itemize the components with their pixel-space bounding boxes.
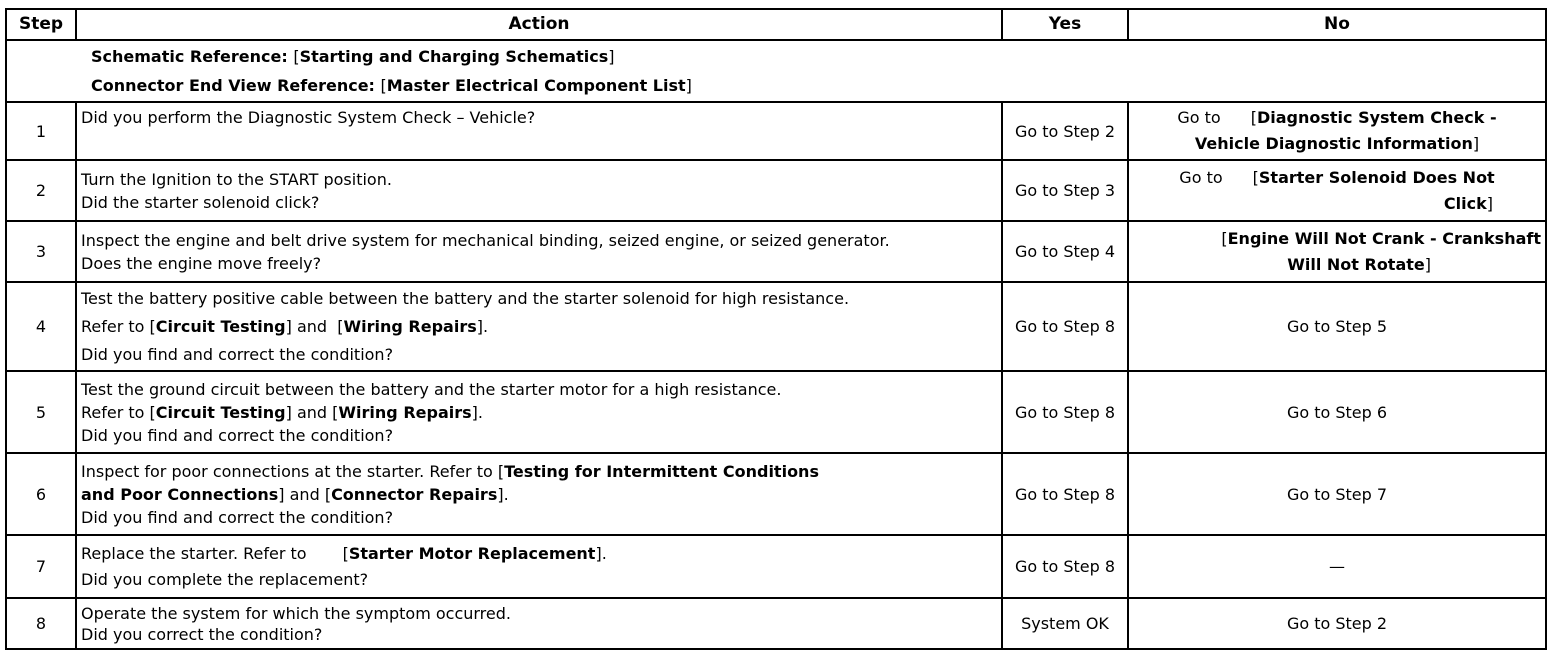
action-question: Did you find and correct the condition? <box>81 344 394 364</box>
connector-repairs-link[interactable]: Connector Repairs <box>331 484 498 504</box>
step-number: 3 <box>6 221 76 282</box>
step-number: 4 <box>6 282 76 371</box>
no-prefix: Go to <box>1179 167 1223 187</box>
table-row <box>6 535 1546 598</box>
header-yes: Yes <box>1002 9 1128 40</box>
no-cell[interactable]: Go to Step 5 <box>1128 282 1546 371</box>
no-cell <box>1128 102 1546 160</box>
schematic-reference: Schematic Reference: [Starting and Charging Schematics] <box>91 47 615 66</box>
no-link[interactable]: [Engine Will Not Crank - Crankshaft <box>1221 228 1541 248</box>
end-text: . <box>482 316 489 336</box>
no-cell <box>1128 160 1546 221</box>
step-number: 6 <box>6 453 76 535</box>
yes-cell[interactable]: Go to Step 8 <box>1002 535 1128 598</box>
step-number: 5 <box>6 371 76 453</box>
circuit-testing-link[interactable]: Circuit Testing <box>155 316 286 336</box>
action-text: Test the battery positive cable between the battery and the starter solenoid for high resistance. <box>81 288 850 308</box>
step-number: 1 <box>6 102 76 160</box>
action-text: Replace the starter. Refer to [Starter Motor Replacement]. <box>81 543 607 563</box>
refer-text: Refer to <box>81 316 150 336</box>
connector-reference: Connector End View Reference: [Master Electrical Component List] <box>91 76 692 95</box>
no-link-line-2[interactable]: Vehicle Diagnostic Information] <box>1194 134 1480 153</box>
action-question: Did you correct the condition? <box>81 624 323 644</box>
no-link-line-2[interactable]: Will Not Rotate] <box>1287 254 1431 274</box>
table-row <box>6 221 1546 282</box>
diagnostic-table <box>5 8 1547 650</box>
table-row <box>6 371 1546 453</box>
end-text: . <box>503 484 509 504</box>
connector-reference-link[interactable]: Master Electrical Component List <box>386 76 686 95</box>
and-text: and <box>291 316 338 336</box>
action-question: Did you complete the replacement? <box>81 569 369 589</box>
yes-cell[interactable]: Go to Step 2 <box>1002 102 1128 160</box>
yes-cell[interactable]: Go to Step 8 <box>1002 282 1128 371</box>
action-cell <box>76 160 1002 221</box>
no-cell[interactable]: Go to Step 6 <box>1128 371 1546 453</box>
no-link-text-2[interactable]: Click <box>1443 193 1487 213</box>
end-text: . <box>601 543 607 563</box>
action-text: Inspect the engine and belt drive system for mechanical binding, seized engine, or seized generator. <box>81 230 890 250</box>
action-refer: Refer to [Circuit Testing] and [Wiring Repairs]. <box>81 316 489 336</box>
yes-cell[interactable]: Go to Step 4 <box>1002 221 1128 282</box>
no-cell[interactable]: Go to Step 2 <box>1128 598 1546 649</box>
no-cell: — <box>1128 535 1546 598</box>
and-text: and <box>284 484 325 504</box>
header-no: No <box>1128 9 1546 40</box>
table-row <box>6 160 1546 221</box>
action-cell <box>76 102 1002 160</box>
table-row <box>6 282 1546 371</box>
table-row <box>6 453 1546 535</box>
yes-cell[interactable]: Go to Step 8 <box>1002 453 1128 535</box>
step-number: 2 <box>6 160 76 221</box>
no-prefix: Go to <box>1177 108 1221 127</box>
no-link-text-2[interactable]: Will Not Rotate <box>1287 254 1425 274</box>
action-cell <box>76 221 1002 282</box>
schematic-reference-label: Schematic Reference: <box>91 47 294 66</box>
no-link-text-2[interactable]: Vehicle Diagnostic Information <box>1194 134 1473 153</box>
no-cell <box>1128 221 1546 282</box>
action-pre: Inspect for poor connections at the starter. Refer to <box>81 461 498 481</box>
starter-motor-replacement-link[interactable]: Starter Motor Replacement <box>348 543 596 563</box>
action-question: Did you find and correct the condition? <box>81 425 394 445</box>
step-number: 8 <box>6 598 76 649</box>
table-row <box>6 102 1546 160</box>
action-text: Turn the Ignition to the START position. <box>81 169 392 189</box>
wiring-repairs-link[interactable]: Wiring Repairs <box>343 316 477 336</box>
header-action: Action <box>76 9 1002 40</box>
circuit-testing-link[interactable]: Circuit Testing <box>155 402 286 422</box>
table-row <box>6 598 1546 649</box>
intermittent-conditions-link-2[interactable]: and Poor Connections <box>81 484 279 504</box>
action-text: Did you perform the Diagnostic System Check – Vehicle? <box>81 108 536 127</box>
action-text: Inspect for poor connections at the starter. Refer to [Testing for Intermittent Conditions <box>81 461 819 481</box>
action-refer: Refer to [Circuit Testing] and [Wiring Repairs]. <box>81 402 483 422</box>
wiring-repairs-link[interactable]: Wiring Repairs <box>338 402 472 422</box>
no-link-text-1[interactable]: Starter Solenoid Does Not <box>1258 167 1495 187</box>
action-refer: and Poor Connections] and [Connector Repairs]. <box>81 484 509 504</box>
yes-cell[interactable]: Go to Step 3 <box>1002 160 1128 221</box>
no-link-text-1[interactable]: Engine Will Not Crank - Crankshaft <box>1227 228 1541 248</box>
reference-row <box>6 40 1546 102</box>
action-cell <box>76 282 1002 371</box>
reference-cell <box>6 40 1546 102</box>
yes-cell[interactable]: Go to Step 8 <box>1002 371 1128 453</box>
step-number: 7 <box>6 535 76 598</box>
action-question: Does the engine move freely? <box>81 253 322 273</box>
action-cell <box>76 371 1002 453</box>
action-text: Operate the system for which the symptom occurred. <box>81 603 511 623</box>
no-cell[interactable]: Go to Step 7 <box>1128 453 1546 535</box>
header-step: Step <box>6 9 76 40</box>
action-cell <box>76 535 1002 598</box>
action-cell <box>76 453 1002 535</box>
header-row <box>6 9 1546 40</box>
no-link-text-1[interactable]: Diagnostic System Check - <box>1256 108 1497 127</box>
action-pre: Replace the starter. Refer to <box>81 543 307 563</box>
action-question: Did the starter solenoid click? <box>81 192 320 212</box>
yes-cell: System OK <box>1002 598 1128 649</box>
action-question: Did you find and correct the condition? <box>81 507 394 527</box>
action-text: Test the ground circuit between the battery and the starter motor for a high resistance. <box>81 379 782 399</box>
refer-text: Refer to <box>81 402 150 422</box>
connector-reference-label: Connector End View Reference: <box>91 76 381 95</box>
no-link[interactable]: Go to [Starter Solenoid Does Not <box>1179 167 1495 187</box>
no-link[interactable]: Go to [Diagnostic System Check - <box>1177 108 1497 127</box>
action-cell <box>76 598 1002 649</box>
no-link-line-2[interactable]: Click] <box>1443 193 1493 213</box>
end-text: . <box>477 402 483 422</box>
schematic-reference-link[interactable]: Starting and Charging Schematics <box>299 47 609 66</box>
intermittent-conditions-link[interactable]: Testing for Intermittent Conditions <box>504 461 819 481</box>
and-text: and <box>291 402 333 422</box>
